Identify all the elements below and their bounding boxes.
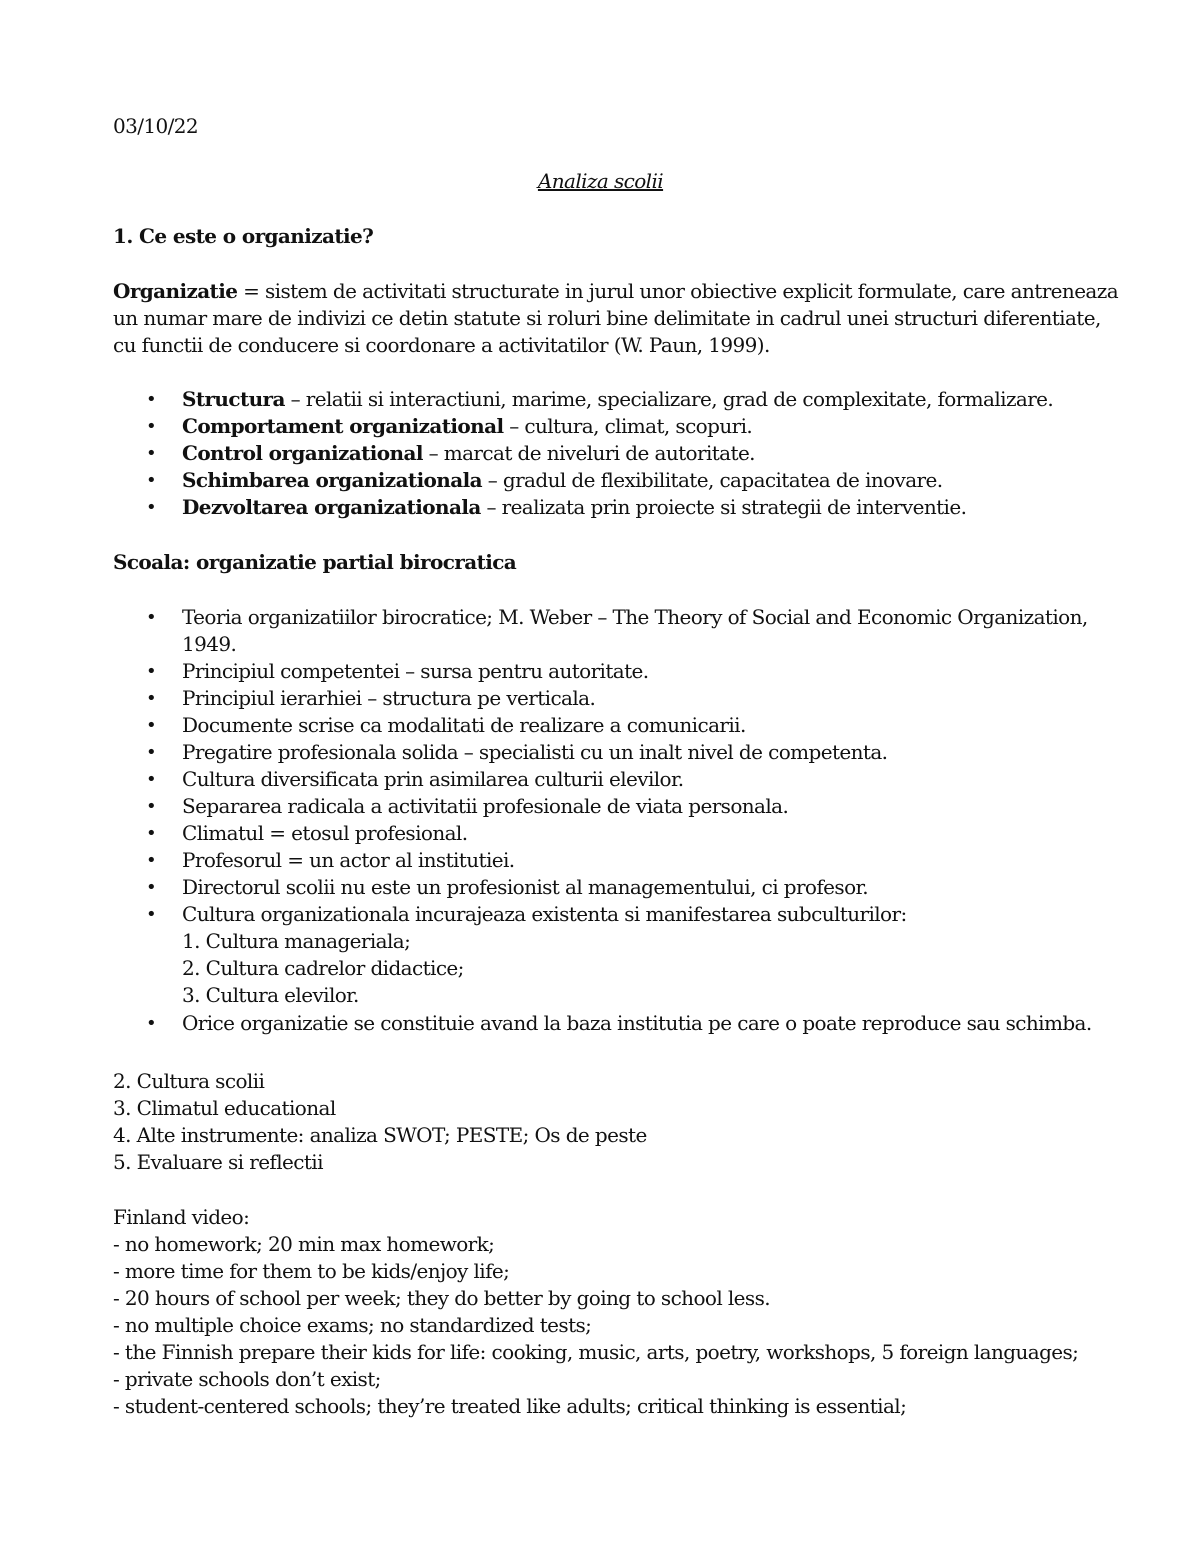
bullet-icon: • — [146, 443, 157, 464]
list-item: Cultura organizationala incurajeaza existenta si manifestarea subculturilor: — [182, 902, 907, 926]
date: 03/10/22 — [113, 114, 199, 138]
bullet-icon: • — [146, 769, 157, 790]
bullet-icon: • — [146, 661, 157, 682]
scoala-heading: Scoala: organizatie partial birocratica — [113, 550, 517, 574]
list-item: Directorul scolii nu este un profesionist al managementului, ci profesor. — [182, 875, 869, 899]
bullet-icon: • — [146, 796, 157, 817]
bullet-icon: • — [146, 470, 157, 491]
section-4-heading: 4. Alte instrumente: analiza SWOT; PESTE; Os de peste — [113, 1123, 647, 1147]
list-item: Climatul = etosul profesional. — [182, 821, 468, 845]
section-3-heading: 3. Climatul educational — [113, 1096, 336, 1120]
section-2-heading: 2. Cultura scolii — [113, 1069, 265, 1093]
list-item: Documente scrise ca modalitati de realizare a comunicarii. — [182, 713, 746, 737]
finland-heading: Finland video: — [113, 1205, 250, 1229]
note-line: - private schools don’t exist; — [113, 1367, 381, 1391]
list-item: Profesorul = un actor al institutiei. — [182, 848, 515, 872]
bullet-icon: • — [146, 1013, 157, 1034]
bullet-icon: • — [146, 877, 157, 898]
list-item: Comportament organizational – cultura, climat, scopuri. — [182, 414, 753, 438]
list-item: Cultura diversificata prin asimilarea culturii elevilor. — [182, 767, 684, 791]
list-item: Structura – relatii si interactiuni, marime, specializare, grad de complexitate, formalizare. — [182, 387, 1054, 411]
sub-item: 2. Cultura cadrelor didactice; — [182, 956, 464, 980]
list-item: Principiul competentei – sursa pentru autoritate. — [182, 659, 649, 683]
section-5-heading: 5. Evaluare si reflectii — [113, 1150, 323, 1174]
definition-term: Organizatie — [113, 279, 238, 303]
bullet-icon: • — [146, 742, 157, 763]
list-item: Separarea radicala a activitatii profesionale de viata personala. — [182, 794, 789, 818]
list-item: Control organizational – marcat de niveluri de autoritate. — [182, 441, 755, 465]
sub-item: 3. Cultura elevilor. — [182, 983, 359, 1007]
bullet-icon: • — [146, 904, 157, 925]
bullet-icon: • — [146, 416, 157, 437]
bullet-icon: • — [146, 688, 157, 709]
list-item: Principiul ierarhiei – structura pe verticala. — [182, 686, 596, 710]
document-title: Analiza scolii — [537, 169, 664, 193]
note-line: - no multiple choice exams; no standardized tests; — [113, 1313, 592, 1337]
list-item: Pregatire profesionala solida – specialisti cu un inalt nivel de competenta. — [182, 740, 888, 764]
list-item: Orice organizatie se constituie avand la baza institutia pe care o poate reproduce sau schimba. — [182, 1011, 1092, 1035]
list-item: Dezvoltarea organizationala – realizata prin proiecte si strategii de interventie. — [182, 495, 967, 519]
bullet-icon: • — [146, 607, 157, 628]
bullet-icon: • — [146, 715, 157, 736]
note-line: - 20 hours of school per week; they do better by going to school less. — [113, 1286, 771, 1310]
definition-line-3: cu functii de conducere si coordonare a activitatilor (W. Paun, 1999). — [113, 333, 770, 357]
bullet-icon: • — [146, 497, 157, 518]
definition-line-1: Organizatie = sistem de activitati structurate in jurul unor obiective explicit formulate, care antreneaza — [113, 279, 1119, 303]
note-line: - student-centered schools; they’re treated like adults; critical thinking is essential; — [113, 1394, 907, 1418]
list-item: Teoria organizatiilor birocratice; M. Weber – The Theory of Social and Economic Organization, — [182, 605, 1088, 629]
sub-item: 1. Cultura manageriala; — [182, 929, 411, 953]
definition-line-2: un numar mare de indivizi ce detin statute si roluri bine delimitate in cadrul unei structuri diferentiate, — [113, 306, 1101, 330]
note-line: - no homework; 20 min max homework; — [113, 1232, 495, 1256]
bullet-icon: • — [146, 389, 157, 410]
note-line: - the Finnish prepare their kids for life: cooking, music, arts, poetry, workshops, 5 foreign languages; — [113, 1340, 1079, 1364]
list-item: Schimbarea organizationala – gradul de flexibilitate, capacitatea de inovare. — [182, 468, 943, 492]
note-line: - more time for them to be kids/enjoy life; — [113, 1259, 510, 1283]
bullet-icon: • — [146, 823, 157, 844]
bullet-icon: • — [146, 850, 157, 871]
section-1-heading: 1. Ce este o organizatie? — [113, 224, 374, 248]
list-item-continuation: 1949. — [182, 632, 237, 656]
